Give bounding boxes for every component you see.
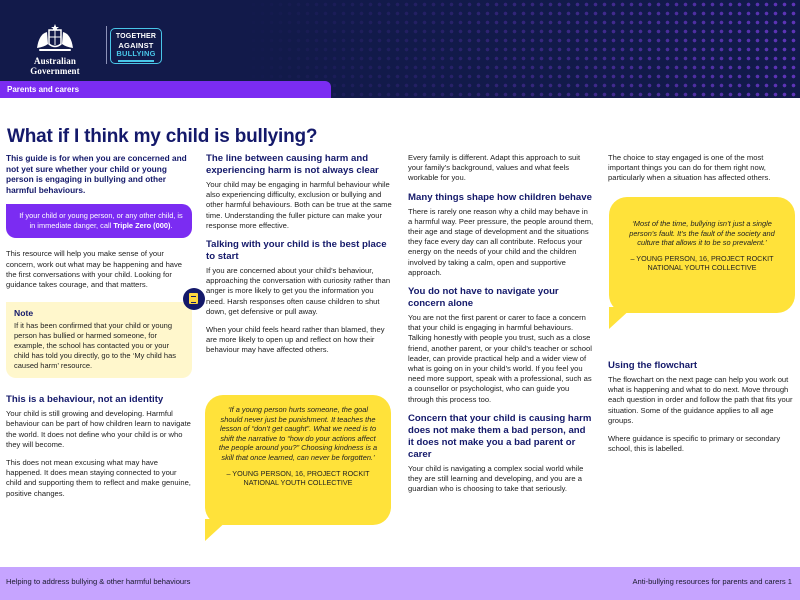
quote-bubble-1 <box>205 395 391 525</box>
heading-not-bad-parent: Concern that your child is causing harm does not make them a bad person, and it does not make you a bad parent or carer <box>408 412 592 460</box>
paragraph: Your child is still growing and developing. Harmful behaviour can be part of how children learn to navigate the world. It does not define who your child is or who they will become. <box>6 409 191 449</box>
danger-end: . <box>170 221 173 231</box>
column-4-lower <box>608 360 794 462</box>
column-3 <box>408 153 594 502</box>
note-text: If it has been confirmed that your child or young person has bullied or harmed someone, for example, the school has contacted you or your child has told you directly, go to the ‘My child has caused harm’ resource. <box>14 321 177 371</box>
lead-paragraph: This guide is for when you are concerned and not yet sure whether your child or young person is engaging in bullying and other harmful behaviours. <box>6 153 187 195</box>
triple-zero: Triple Zero (000) <box>113 221 171 231</box>
paragraph: Every family is different. Adapt this approach to suit your family’s background, values and what feels workable for you. <box>408 153 581 183</box>
together-against-bullying-logo <box>110 28 162 64</box>
note-heading: Note <box>14 308 34 319</box>
coat-of-arms-icon <box>33 24 77 54</box>
section-label: Parents and carers <box>7 85 80 94</box>
footer-left-text: Helping to address bullying & other harmful behaviours <box>6 577 191 586</box>
logo-line-1: TOGETHER <box>115 33 157 40</box>
logo-underline <box>118 60 154 62</box>
paragraph: If you are concerned about your child’s behaviour, approaching the conversation with curiosity rather than anger is more likely to get you the information you need. Harsh responses often cause children to shut down, get defensive or pull away. <box>206 266 391 316</box>
paragraph: When your child feels heard rather than blamed, they are more likely to open up and reflect on how their behaviour may have affected others. <box>206 325 385 355</box>
paragraph: The flowchart on the next page can help you work out what is happening and what to do next. Move through each question in order and follow the path that fits your situation. Some of the guidance applies to all age groups. <box>608 375 793 425</box>
page-header <box>0 0 800 98</box>
quote-bubble-2 <box>609 197 795 313</box>
column-4 <box>608 153 794 192</box>
notepad-icon <box>183 288 205 310</box>
heading-talking-with-child: Talking with your child is the best place to start <box>206 239 387 263</box>
quote-tail <box>609 307 633 329</box>
heading-using-flowchart: Using the flowchart <box>608 360 698 371</box>
paragraph: This does not mean excusing what may have happened. It does mean staying connected to your child and supporting them to reflect and make genuine, positive changes. <box>6 458 191 498</box>
paragraph: Your child is navigating a complex social world while they are still learning and developing, and you are a guardian who is choosing to take that seriously. <box>408 463 584 494</box>
paragraph: Your child may be engaging in harmful behaviour while also experiencing difficulty, exclusion or bullying and other harmful behaviours. Both can be true at the same time. Understanding the fuller picture can make your response more effective. <box>206 180 392 230</box>
column-1 <box>6 153 192 507</box>
heading-behaviour-not-identity: This is a behaviour, not an identity <box>6 394 164 406</box>
quote-text: ‘Most of the time, bullying isn’t just a single person’s fault. It’s the fault of the society and culture that allows it to be so prevalent.’ <box>629 219 775 248</box>
footer-right-text: Anti-bullying resources for parents and carers 1 <box>632 577 792 586</box>
heading-line-between-harm: The line between causing harm and experiencing harm is not always clear <box>206 153 379 176</box>
paragraph: The choice to stay engaged is one of the most important things you can do for them right now, particularly when a situation has affected others. <box>608 153 771 183</box>
government-logo <box>12 24 98 76</box>
note-box <box>6 302 192 378</box>
page-title: What if I think my child is bullying? <box>7 126 318 147</box>
quote-tail <box>205 519 229 541</box>
logo-line-3: BULLYING <box>116 49 156 58</box>
government-name: Australian Government <box>30 56 80 76</box>
danger-text: If your child or young person, or any other child, is in immediate danger, call <box>19 211 183 231</box>
quote-attribution: – YOUNG PERSON, 16, PROJECT ROCKIT NATIONAL YOUTH COLLECTIVE <box>226 468 370 487</box>
paragraph: Where guidance is specific to primary or secondary school, this is labelled. <box>608 434 781 454</box>
quote-attribution: – YOUNG PERSON, 16, PROJECT ROCKIT NATIONAL YOUTH COLLECTIVE <box>630 253 774 272</box>
paragraph: You are not the first parent or carer to face a concern that your child is engaging in harmful behaviours. Talking honestly with people you trust, such as a close friend, another parent, or your child’s teacher or school leader, can provide practical help and a wider view of what is going on in your child’s world. If you feel you need more support, speak with a professional, such as a counsellor or psychologist, who can guide you through this process too. <box>408 313 592 404</box>
danger-callout <box>6 204 192 238</box>
heading-not-alone: You do not have to navigate your concern alone <box>408 286 559 310</box>
heading-many-things-shape: Many things shape how children behave <box>408 191 592 203</box>
quote-text: ‘If a young person hurts someone, the goal should never just be punishment. It teaches the lesson of “don’t get caught”. What we need is to shift the narrative to “how do your actions affect the people around you?” Choosing kindness is a skill that once learned, can never be forgotten.’ <box>218 405 378 462</box>
section-band <box>0 81 331 98</box>
logo-divider <box>106 26 107 64</box>
column-2 <box>206 153 392 364</box>
logo-line-2: AGAINST <box>118 40 154 50</box>
paragraph: There is rarely one reason why a child may behave in a harmful way. Peer pressure, the people around them, their age and stage of development and the situations they face every day can all contribute. Refocus your energy on the needs of your child and the children involved by taking a calm, open and supportive approach. <box>408 206 594 277</box>
intro-paragraph: This resource will help you make sense of your concern, work out what may be happening and have the first conversations with your child. Looking for guidance takes courage, and that matters. <box>6 249 183 289</box>
page-footer <box>0 567 800 600</box>
